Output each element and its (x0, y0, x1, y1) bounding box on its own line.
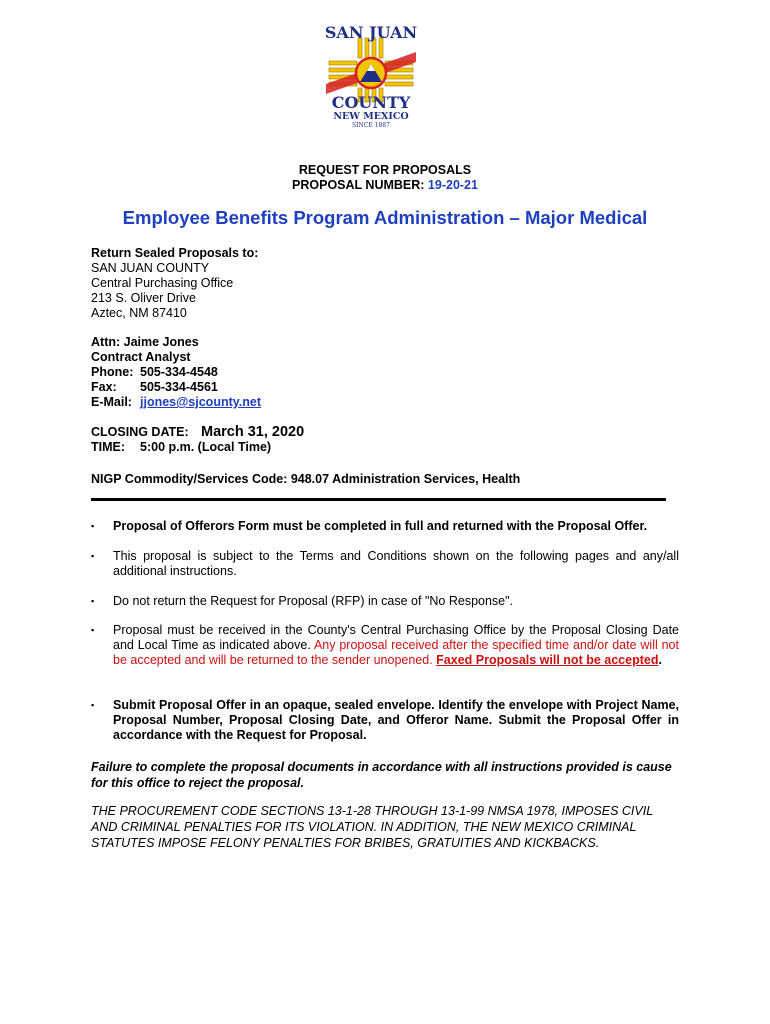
bullet-icon: ▪ (91, 700, 95, 710)
return-heading: Return Sealed Proposals to: (91, 246, 259, 260)
closing-time: 5:00 p.m. (Local Time) (140, 440, 272, 454)
san-juan-county-logo (316, 24, 426, 134)
address-line: 213 S. Oliver Drive (91, 291, 196, 305)
bullet-text: This proposal is subject to the Terms and Conditions shown on the following pages and any/all additional instructions. (113, 549, 679, 578)
svg-text:SINCE 1887: SINCE 1887 (352, 122, 390, 129)
email-label: E-Mail: (91, 395, 132, 409)
failure-notice: Failure to complete the proposal documents in accordance with all instructions provided is cause for this office to reject the proposal. (91, 760, 672, 790)
document-title: Employee Benefits Program Administration – Major Medical (122, 207, 648, 228)
rfp-heading: REQUEST FOR PROPOSALS (298, 163, 472, 177)
bullet-text-part: Proposal must be received in the County's Central Purchasing Office by the Proposal Closing Date and Local Time as indicated above. (113, 623, 679, 652)
fax-number: 505-334-4561 (140, 380, 218, 394)
closing-time-line (91, 440, 304, 455)
bullet-text: Proposal of Offerors Form must be completed in full and returned with the Proposal Offer. (113, 519, 648, 533)
svg-text:COUNTY: COUNTY (331, 93, 411, 112)
closing-info (91, 425, 304, 455)
phone-line (91, 365, 261, 380)
attn-line: Attn: Jaime Jones (91, 335, 199, 349)
contact-info (91, 335, 261, 410)
nigp-code: NIGP Commodity/Services Code: 948.07 Administration Services, Health (91, 472, 521, 486)
fax-line (91, 380, 261, 395)
email-line (91, 395, 261, 410)
bullet-text: Do not return the Request for Proposal (RFP) in case of "No Response". (113, 594, 514, 608)
closing-date-line (91, 425, 304, 440)
phone-number: 505-334-4548 (140, 365, 218, 379)
phone-label: Phone: (91, 365, 134, 379)
svg-text:NEW MEXICO: NEW MEXICO (333, 111, 409, 122)
bullet-icon: ▪ (91, 625, 95, 635)
bullet-text: Submit Proposal Offer in an opaque, sealed envelope. Identify the envelope with Project Name, Proposal Number, Proposal Closing Date, and Offeror Name. Submit the Proposal Offer in accordance with the Request for Proposal. (113, 698, 679, 742)
bullet-icon: ▪ (91, 551, 95, 561)
horizontal-divider (91, 498, 666, 501)
fax-warning: Faxed Proposals will not be accepted (436, 653, 659, 667)
svg-text:SAN JUAN: SAN JUAN (324, 24, 418, 42)
proposal-number-label: PROPOSAL NUMBER: (292, 178, 425, 192)
closing-date-label: CLOSING DATE: (91, 425, 189, 439)
address-line: Aztec, NM 87410 (91, 306, 187, 320)
address-line: Central Purchasing Office (91, 276, 234, 290)
procurement-notice: THE PROCUREMENT CODE SECTIONS 13-1-28 THROUGH 13-1-99 NMSA 1978, IMPOSES CIVIL AND CRIMINAL PENALTIES FOR ITS VIOLATION. IN ADDITION, THE NEW MEXICO CRIMINAL STATUTES IMPOSE FELONY PENALTIES FOR BRIBES, GRATUITIES AND KICKBACKS. (91, 804, 653, 850)
proposal-number: 19-20-21 (427, 178, 478, 192)
fax-label: Fax: (91, 380, 117, 394)
closing-date: March 31, 2020 (201, 424, 305, 440)
email-link[interactable]: jjones@sjcounty.net (140, 395, 262, 409)
closing-time-label: TIME: (91, 440, 126, 454)
role-line: Contract Analyst (91, 350, 191, 364)
bullet-text (113, 623, 679, 668)
address-line: SAN JUAN COUNTY (91, 261, 210, 275)
bullet-text-end: . (658, 653, 662, 667)
return-address (91, 246, 258, 321)
bullet-icon: ▪ (91, 596, 95, 606)
bullet-icon: ▪ (91, 521, 95, 531)
proposal-number-line (0, 178, 770, 192)
late-proposal-warning: Any proposal received after the specified time and/or date will not be accepted and will be returned to the sender unopened. (113, 638, 679, 667)
